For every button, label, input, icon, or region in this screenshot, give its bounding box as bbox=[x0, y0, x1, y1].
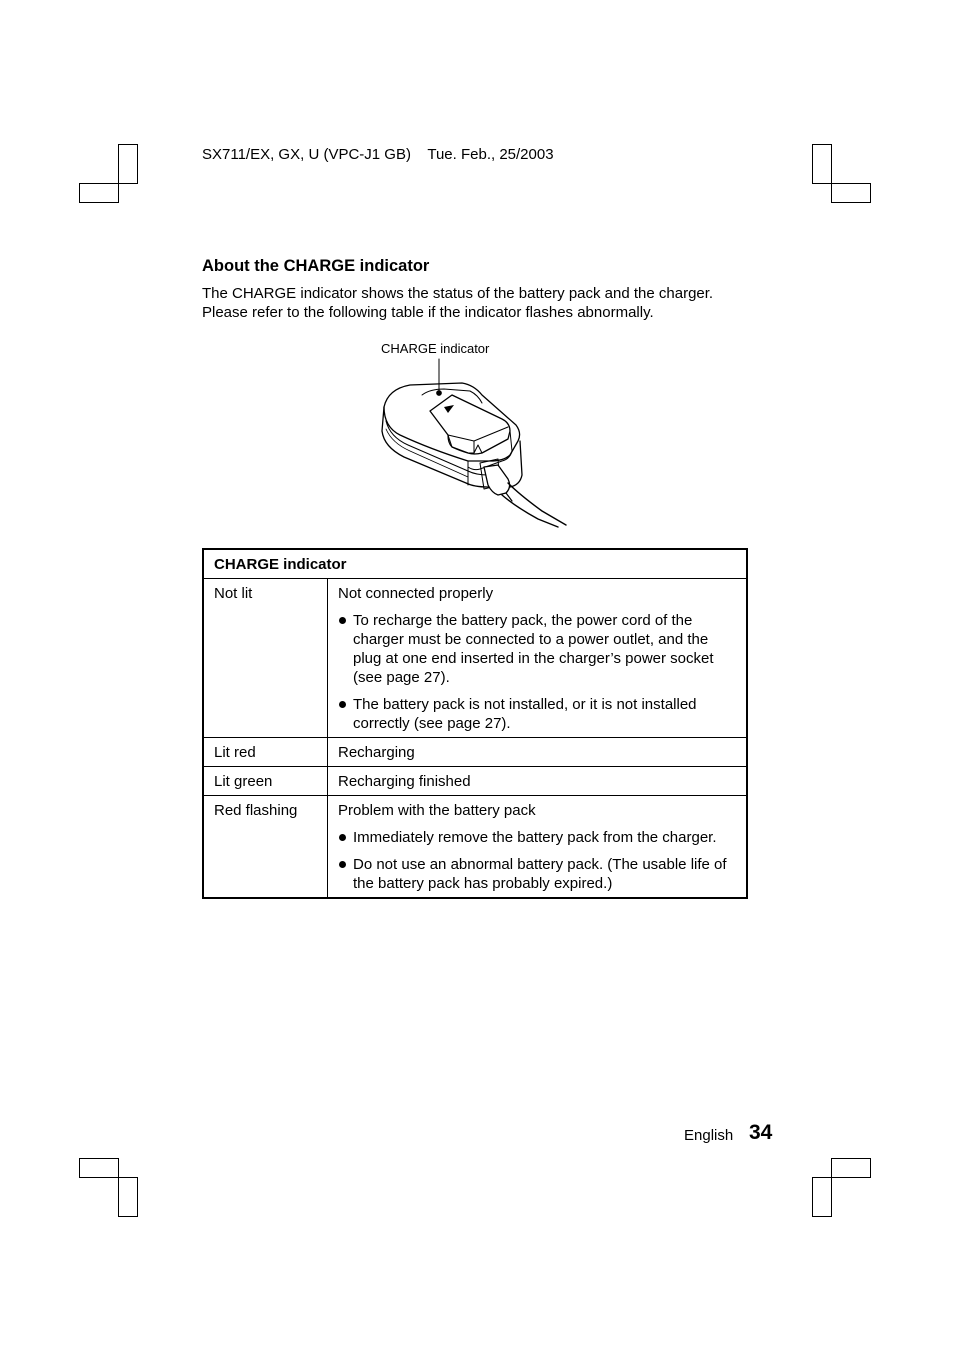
table-row bbox=[203, 579, 747, 738]
condition-cell: Lit red bbox=[203, 738, 328, 767]
table-header-row bbox=[203, 549, 747, 579]
header-date: Tue. Feb., 25/2003 bbox=[427, 146, 554, 163]
bullet-item bbox=[338, 855, 736, 893]
bullet-dot-icon bbox=[339, 617, 346, 624]
bullet-text: To recharge the battery pack, the power cord of the charger must be connected to a power outlet, and the plug at one end inserted in the charger’s power socket (see page 27). bbox=[353, 612, 714, 686]
crop-mark-bottom-left-h bbox=[79, 1158, 119, 1178]
bullet-text: Do not use an abnormal battery pack. (The usable life of the battery pack has probably expired.) bbox=[353, 856, 727, 892]
description-cell bbox=[328, 796, 748, 899]
crop-mark-bottom-right-h bbox=[831, 1158, 871, 1178]
crop-mark-top-left-v bbox=[118, 144, 138, 184]
charge-indicator-table bbox=[202, 548, 748, 899]
bullet-text: The battery pack is not installed, or it is not installed correctly (see page 27). bbox=[353, 696, 697, 732]
bullet-list bbox=[338, 828, 736, 893]
document-header bbox=[202, 146, 554, 163]
condition-cell: Not lit bbox=[203, 579, 328, 738]
description-cell: Recharging finished bbox=[328, 767, 748, 796]
intro-line-2: Please refer to the following table if the indicator flashes abnormally. bbox=[202, 304, 654, 321]
intro-line-1: The CHARGE indicator shows the status of the battery pack and the charger. bbox=[202, 285, 714, 302]
bullet-dot-icon bbox=[339, 701, 346, 708]
header-model: SX711/EX, GX, U (VPC-J1 GB) bbox=[202, 146, 411, 163]
bullet-dot-icon bbox=[339, 834, 346, 841]
charger-illustration bbox=[370, 355, 580, 530]
status-text: Not connected properly bbox=[338, 585, 494, 602]
footer-language: English bbox=[684, 1127, 734, 1144]
table-row bbox=[203, 796, 747, 899]
description-cell bbox=[328, 579, 748, 738]
table-row bbox=[203, 767, 747, 796]
bullet-text: Immediately remove the battery pack from the charger. bbox=[353, 829, 717, 846]
crop-mark-top-right-v bbox=[812, 144, 832, 184]
bullet-item bbox=[338, 695, 736, 733]
table-header: CHARGE indicator bbox=[203, 549, 747, 579]
charge-indicator-lamp bbox=[437, 391, 441, 395]
crop-mark-top-right-h bbox=[831, 183, 871, 203]
section-title: About the CHARGE indicator bbox=[202, 257, 430, 275]
figure-callout-label: CHARGE indicator bbox=[381, 341, 490, 356]
bullet-dot-icon bbox=[339, 861, 346, 868]
bullet-item bbox=[338, 611, 736, 687]
crop-mark-bottom-right-v bbox=[812, 1177, 832, 1217]
table-row bbox=[203, 738, 747, 767]
description-cell: Recharging bbox=[328, 738, 748, 767]
intro-text bbox=[202, 284, 762, 322]
condition-cell: Red flashing bbox=[203, 796, 328, 899]
battery-pack bbox=[430, 395, 510, 454]
bullet-item bbox=[338, 828, 736, 847]
crop-mark-top-left-h bbox=[79, 183, 119, 203]
power-plug bbox=[484, 465, 510, 495]
bullet-list bbox=[338, 611, 736, 733]
status-text: Problem with the battery pack bbox=[338, 802, 536, 819]
page-number: 34 bbox=[749, 1121, 773, 1144]
condition-cell: Lit green bbox=[203, 767, 328, 796]
crop-mark-bottom-left-v bbox=[118, 1177, 138, 1217]
